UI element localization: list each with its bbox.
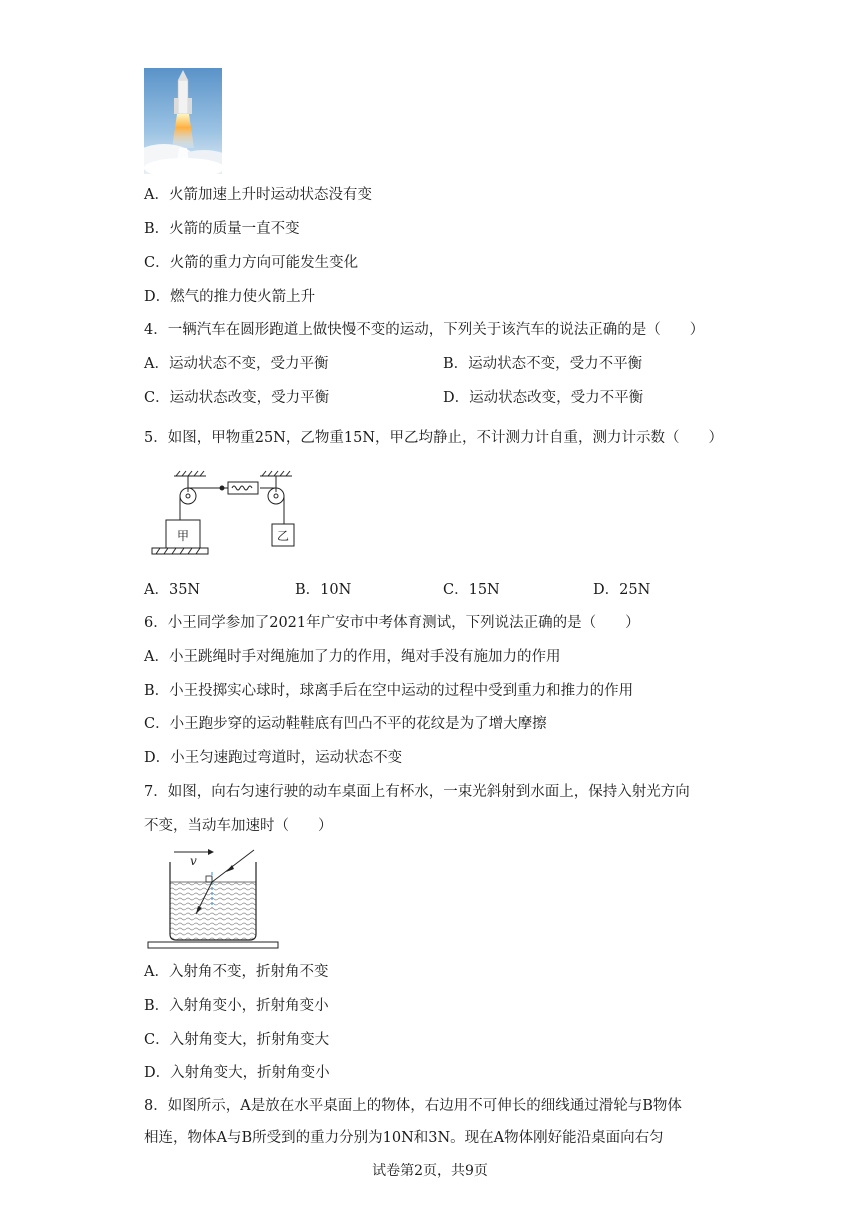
q8-line2: 相连，物体A与B所受到的重力分别为10N和3N。现在A物体刚好能沿桌面向右匀 [144,1130,664,1146]
q3-option-d: D．燃气的推力使火箭上升 [144,289,316,305]
q6-option-d: D．小王匀速跑过弯道时，运动状态不变 [144,750,403,766]
q5-option-b: B．10N [295,582,352,598]
velocity-label: v [190,854,197,868]
q7-option-b: B．入射角变小，折射角变小 [144,998,329,1014]
q6-option-c: C．小王跑步穿的运动鞋鞋底有凹凸不平的花纹是为了增大摩擦 [144,716,547,732]
q7-stem-line1: 7．如图，向右匀速行驶的动车桌面上有杯水，一束光斜射到水面上，保持入射光方向 [144,784,690,800]
q5-option-d: D．25N [593,582,651,598]
q6-option-a: A．小王跳绳时手对绳施加了力的作用，绳对手没有施加力的作用 [144,649,561,665]
q6-stem: 6．小王同学参加了2021年广安市中考体育测试，下列说法正确的是（ ） [144,615,640,631]
q5-option-a: A．35N [144,582,201,598]
refraction-figure [146,846,280,952]
q7-stem-line2: 不变，当动车加速时（ ） [144,818,333,834]
jia-label: 甲 [176,529,190,543]
q8-line1: 8．如图所示，A是放在水平桌面上的物体，右边用不可伸长的细线通过滑轮与B物体 [144,1098,682,1114]
q7-option-c: C．入射角变大，折射角变大 [144,1032,330,1048]
q4-option-c: C．运动状态改变，受力平衡 [144,390,330,406]
q3-option-b: B．火箭的质量一直不变 [144,221,300,237]
q7-option-a: A．入射角不变，折射角不变 [144,964,329,980]
q7-option-d: D．入射角变大，折射角变小 [144,1065,330,1081]
q6-option-b: B．小王投掷实心球时，球离手后在空中运动的过程中受到重力和推力的作用 [144,683,634,699]
rocket-photo [144,68,222,174]
yi-label: 乙 [276,529,290,543]
q4-option-a: A．运动状态不变，受力平衡 [144,356,329,372]
q3-option-c: C．火箭的重力方向可能发生变化 [144,255,359,271]
page-footer: 试卷第2页，共9页 [372,1163,488,1179]
q4-option-b: B．运动状态不变，受力不平衡 [443,356,643,372]
q5-stem: 5．如图，甲物重25N，乙物重15N，甲乙均静止，不计测力计自重，测力计示数（ ） [144,430,723,446]
q4-stem: 4．一辆汽车在圆形跑道上做快慢不变的运动，下列关于该汽车的说法正确的是（ ） [144,322,705,338]
q4-option-d: D．运动状态改变，受力不平衡 [443,390,644,406]
pulley-figure [148,468,308,564]
q3-option-a: A．火箭加速上升时运动状态没有变 [144,187,372,203]
q5-option-c: C．15N [443,582,500,598]
